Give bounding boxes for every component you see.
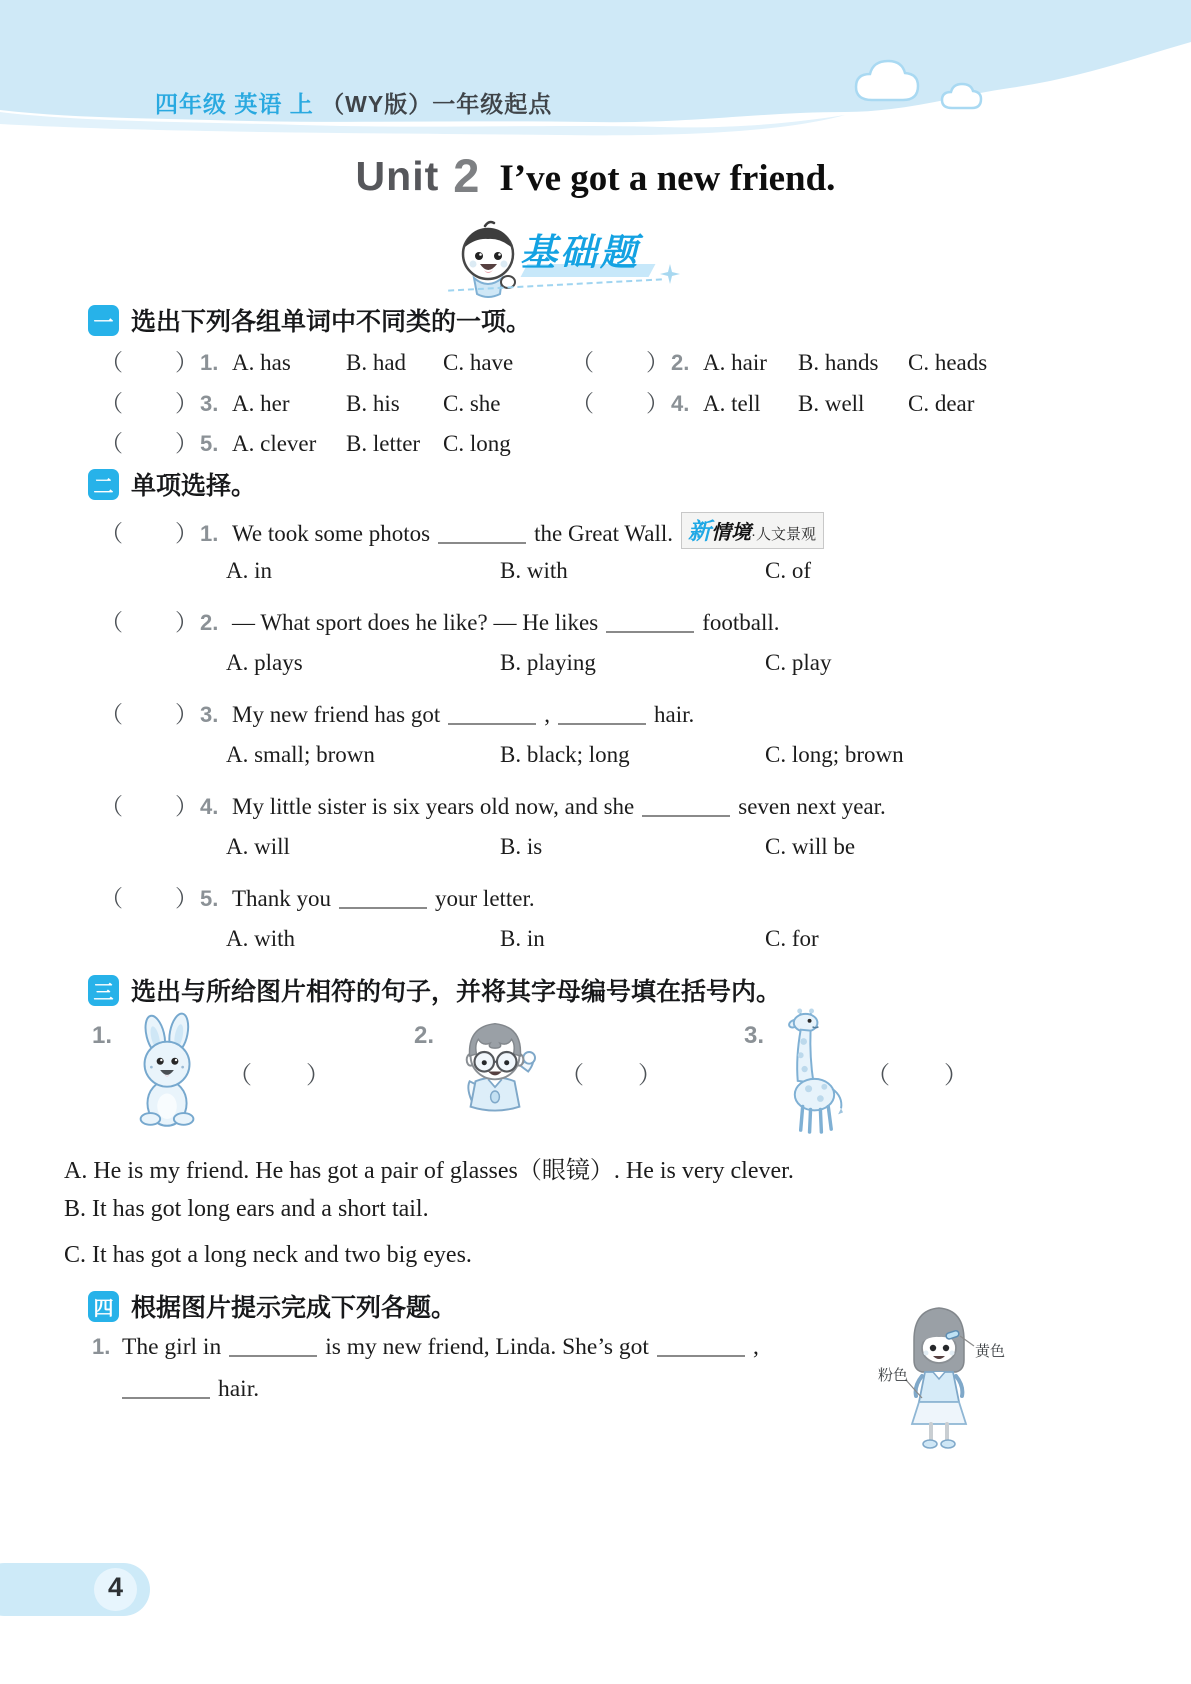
option: A. tell [703,391,761,416]
book-edition-label [155,86,552,119]
figure-number: 3. [744,1022,765,1049]
question-stem [122,1334,759,1361]
question-number: 2. [671,350,690,375]
page-number-pill [0,1563,150,1616]
option: C. of [765,558,811,583]
blank-line [339,904,427,909]
star-icon [660,264,680,284]
badge-label: 基础题 [520,232,640,273]
word-group-row [100,344,987,377]
word-group-row [100,425,511,458]
context-badge-mid: 情境 [710,522,751,544]
option: B. black; long [500,742,630,767]
option: B. hands [798,350,879,375]
option: C. she [443,391,501,416]
figure-item-rabbit [92,1008,414,1136]
section-4-instruction: 根据图片提示完成下列各题。 [131,1294,457,1322]
option: A. her [232,391,290,416]
rabbit-illustration [124,1012,212,1132]
word-group-row [100,385,974,418]
context-badge-small: ·人文景观 [750,526,816,543]
stem-text: My little sister is six years old now, and she [232,794,635,819]
stem-text: — What sport does he like? — He likes [232,610,599,635]
question-number: 1. [200,350,219,375]
answer-paren: （ ） [100,350,200,375]
question-number: 3. [200,391,219,416]
option: A. plays [226,650,303,675]
answer-paren: （ ） [100,391,200,416]
figure-number: 2. [414,1022,435,1049]
basic-questions-badge [452,218,692,294]
section-2-instruction: 单项选择。 [131,472,257,500]
section-4-header [88,1288,456,1324]
option: C. for [765,926,819,951]
blank-line [229,1352,317,1357]
question-stem [232,610,780,636]
blank-line [558,720,646,725]
picture-matching-row [92,1008,970,1136]
blank-line [642,812,730,817]
option: B. had [346,350,407,375]
answer-paren: （ ） [228,1062,333,1089]
unit-number: 2 [453,149,480,202]
stem-text: seven next year. [738,794,886,819]
header-wave-band [0,0,1191,150]
mc-options-row [226,742,904,768]
section-1-icon: 一 [88,305,119,336]
answer-paren: （ ） [100,431,200,456]
option: A. clever [232,431,317,456]
question-number: 1. [200,521,219,546]
mc-question [100,696,694,729]
section-3-icon: 三 [88,975,119,1006]
mc-options-row [226,834,855,860]
option: B. his [346,391,400,416]
mc-options-row [226,650,831,676]
question-stem [122,1376,259,1403]
answer-paren: （ ） [560,1062,665,1089]
question-number: 1. [92,1334,111,1359]
stem-text: hair. [654,702,695,727]
sentence-c: C. It has got a long neck and two big eyes. [64,1242,472,1268]
stem-text: is my new friend, Linda. She’s got [325,1334,649,1360]
unit-word: Unit [355,153,440,199]
blank-line [438,539,526,544]
option: C. play [765,650,832,675]
stem-text: football. [702,610,780,635]
section-3-instruction: 选出与所给图片相符的句子，并将其字母编号填在括号内。 [131,978,782,1006]
context-badge-new: 新 [687,518,711,544]
stem-text: your letter. [435,886,535,911]
page-number: 4 [107,1572,123,1602]
figure-item-giraffe [744,1008,970,1136]
girl-illustration-with-labels [878,1290,1008,1452]
option: B. letter [346,431,421,456]
answer-paren: （ ） [100,610,200,635]
option: C. dear [908,391,975,416]
mc-question [100,512,824,549]
option: B. well [798,391,865,416]
stem-text: We took some photos [232,521,431,546]
question-number: 4. [671,391,690,416]
stem-text: the Great Wall. [534,521,673,546]
question-number: 4. [200,794,219,819]
giraffe-illustration [776,1008,850,1136]
option: B. in [500,926,545,951]
option: B. playing [500,650,596,675]
answer-paren: （ ） [100,521,200,546]
question-stem [232,886,535,912]
figure-item-boy [414,1008,744,1136]
section-2-icon: 二 [88,469,119,500]
question-stem [232,702,694,728]
mc-question [100,788,886,821]
book-edition-suffix: （WY版）一年级起点 [321,91,553,117]
question-number: 5. [200,886,219,911]
answer-paren: （ ） [571,391,671,416]
question-number: 5. [200,431,219,456]
mc-options-row [226,558,811,584]
section-1-instruction: 选出下列各组单词中不同类的一项。 [131,308,532,336]
stem-text: , [544,702,550,727]
stem-text: Thank you [232,886,332,911]
option: A. small; brown [226,742,375,767]
option: C. will be [765,834,856,859]
blank-line [657,1352,745,1357]
option: C. heads [908,350,988,375]
mc-options-row [226,926,819,952]
stem-text: hair. [218,1376,260,1402]
fill-in-question-line-1 [92,1334,759,1361]
question-number: 3. [200,702,219,727]
section-3-header [88,972,781,1008]
answer-paren: （ ） [100,702,200,727]
stem-text: , [752,1334,759,1360]
option: A. with [226,926,295,951]
fill-in-question-line-2 [122,1376,259,1403]
option: A. hair [703,350,767,375]
sentence-b: B. It has got long ears and a short tail. [64,1196,429,1222]
mc-question [100,604,780,637]
question-number: 2. [200,610,219,635]
option: C. long [443,431,511,456]
section-2-header [88,466,256,502]
answer-paren: （ ） [866,1062,971,1089]
option: B. with [500,558,568,583]
girl-illustration [878,1290,1008,1452]
option: B. is [500,834,543,859]
unit-name: I’ve got a new friend. [499,158,836,199]
boy-with-glasses-illustration [446,1011,544,1133]
blank-line [122,1394,210,1399]
blank-line [606,628,694,633]
context-badge [681,512,824,549]
stem-text: My new friend has got [232,702,441,727]
question-stem [232,794,886,820]
answer-paren: （ ） [100,794,200,819]
book-grade-subject: 四年级 英语 上 [155,91,314,117]
option: A. has [232,350,291,375]
figure-number: 1. [92,1022,113,1049]
option: C. long; brown [765,742,904,767]
label-pink: 粉色 [878,1367,909,1384]
mc-question [100,880,535,913]
answer-paren: （ ） [571,350,671,375]
blank-line [448,720,536,725]
option: A. will [226,834,290,859]
section-4-icon: 四 [88,1291,119,1322]
question-stem [232,512,824,549]
unit-title-line [0,148,1191,203]
stem-text: The girl in [122,1334,222,1360]
option: C. have [443,350,514,375]
answer-paren: （ ） [100,886,200,911]
sentence-a: A. He is my friend. He has got a pair of glasses（眼镜）. He is very clever. [64,1158,794,1184]
option: A. in [226,558,272,583]
label-yellow: 黄色 [975,1343,1006,1360]
section-1-header [88,302,531,338]
